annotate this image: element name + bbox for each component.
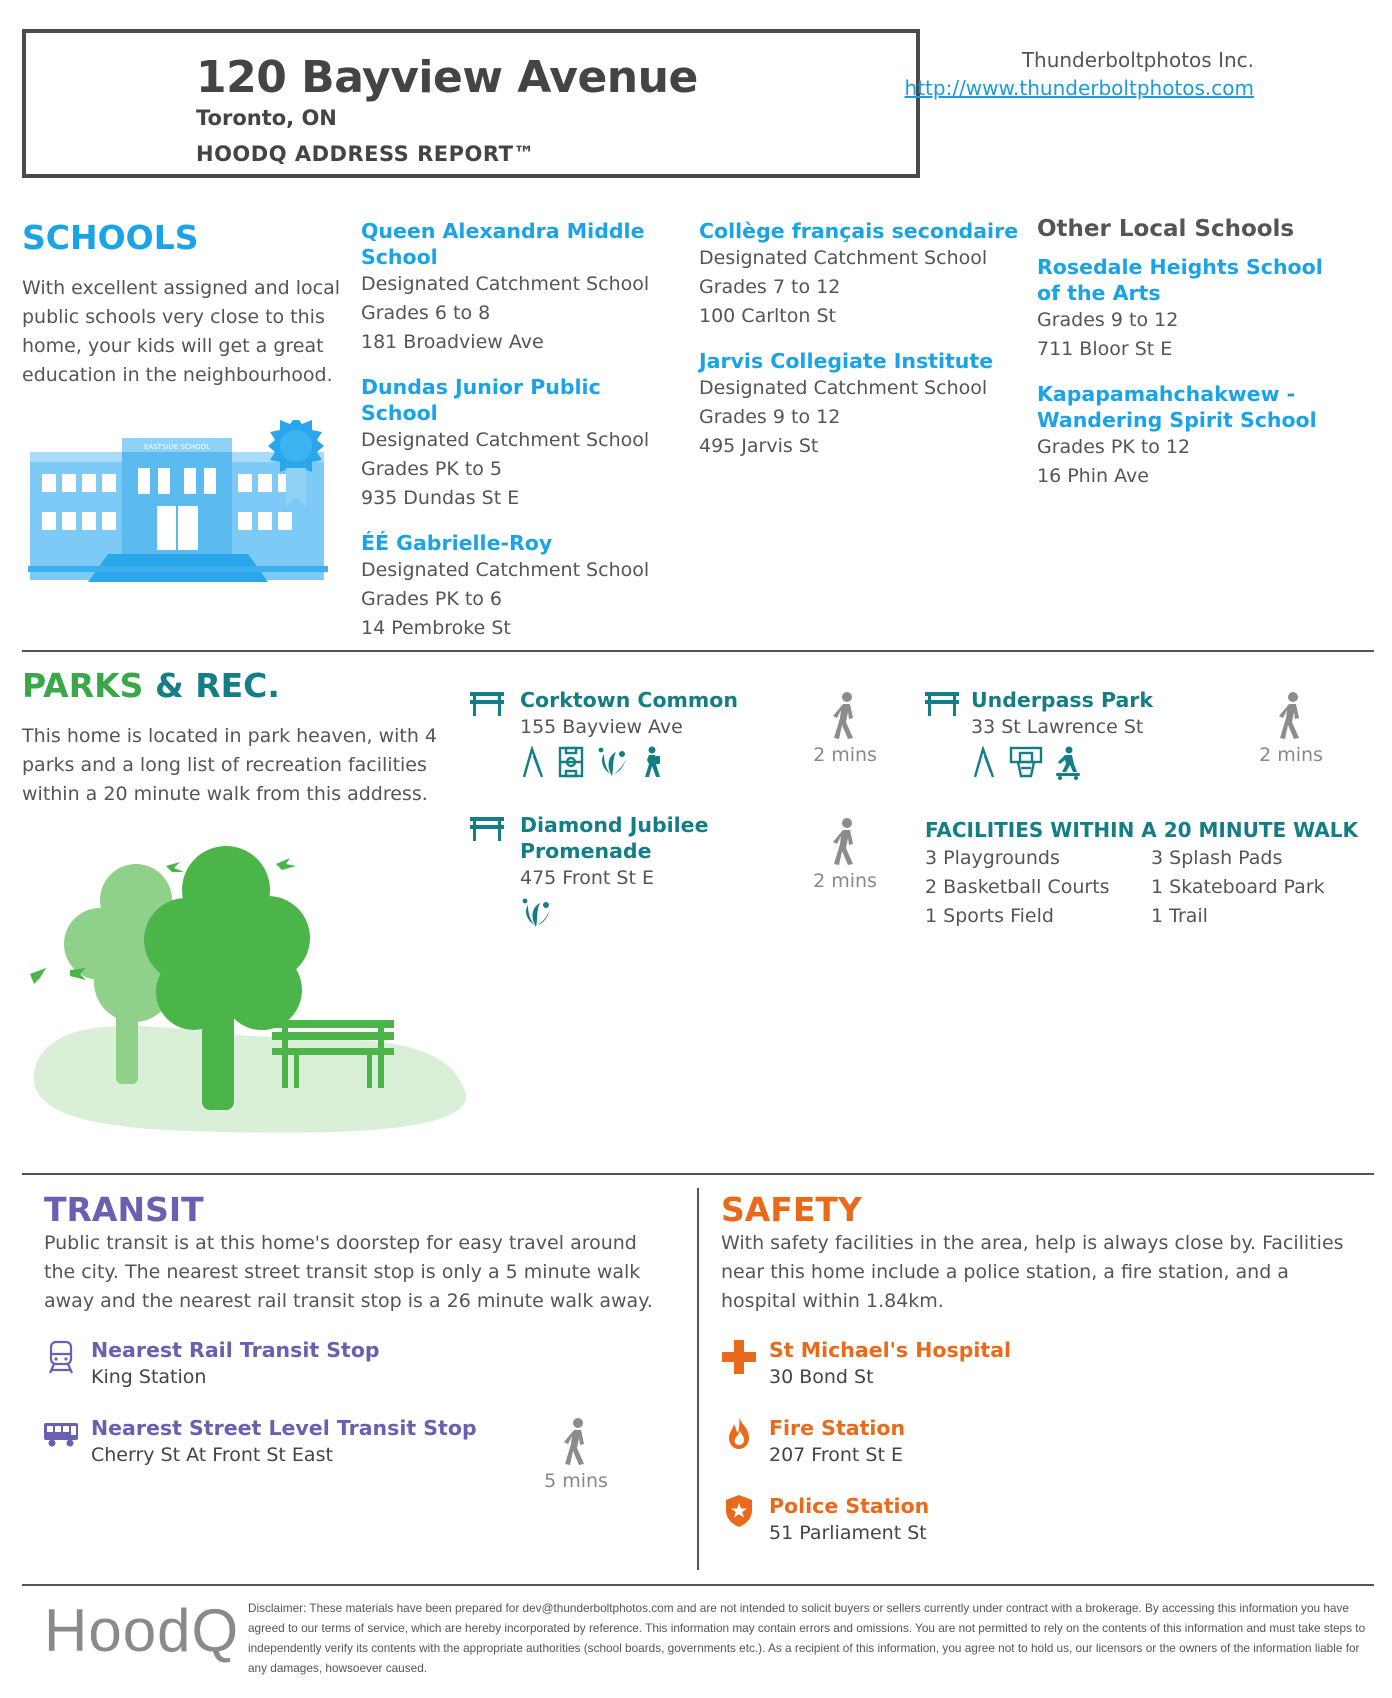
park-name[interactable]: Corktown Common — [520, 688, 738, 712]
sports-field-icon — [558, 746, 584, 778]
school-entry — [699, 348, 1019, 461]
rail-stop-label: Nearest Rail Transit Stop — [91, 1338, 380, 1362]
park-entry-diamond-jubilee — [520, 812, 740, 929]
school-address: 935 Dundas St E — [361, 487, 520, 509]
walk-time-label: 2 mins — [1259, 744, 1323, 766]
parks-intro: This home is located in park heaven, with 4 parks and a long list of recreation facilities within a 20 minute walk from this address. — [22, 725, 438, 805]
school-name[interactable]: ÉÉ Gabrielle-Roy — [361, 531, 553, 555]
school-grades: Grades PK to 12 — [1037, 436, 1191, 458]
park-bench-icon — [470, 692, 500, 720]
walk-time-label: 2 mins — [813, 870, 877, 892]
trail-icon — [640, 746, 662, 778]
street-stop-value[interactable]: Cherry St At Front St East — [91, 1444, 333, 1466]
school-address: 100 Carlton St — [699, 305, 836, 327]
park-bench-icon — [925, 692, 955, 720]
rail-stop-value[interactable]: King Station — [91, 1366, 207, 1388]
flame-icon — [727, 1416, 751, 1450]
safety-name[interactable]: St Michael's Hospital — [769, 1338, 1012, 1362]
school-address: 16 Phin Ave — [1037, 465, 1149, 487]
walking-person-icon — [562, 1418, 590, 1466]
column-divider — [697, 1188, 699, 1570]
rail-stop-entry — [91, 1337, 591, 1392]
school-entry — [361, 374, 681, 513]
school-name[interactable]: Kapapamahchakwew - Wandering Spirit School — [1037, 382, 1317, 432]
walking-person-icon — [1277, 692, 1305, 740]
report-label: HOODQ ADDRESS REPORT™ — [196, 142, 535, 166]
walking-person-icon — [831, 818, 859, 866]
police-badge-icon — [724, 1494, 754, 1528]
hospital-cross-icon — [722, 1340, 756, 1374]
walk-time-street-stop — [531, 1418, 621, 1492]
disclaimer-text: Disclaimer: These materials have been prepared for dev@thunderboltphotos.com and are not intended to solicit buyers or sellers currently under contract with a brokerage. By accessing this information you have agreed to our terms of service, which are hereby incorporated by reference. This information may contain errors and omissions. You are not permitted to rely on the contents of this information and must take steps to independently verify its contents with the appropriate authorities (school boards, governments etc.). As a recipient of this information, you agree not to hold us, our licensors or the owners of the information liable for any damages, howsoever caused. — [248, 1601, 1366, 1675]
splash-pad-icon — [596, 746, 628, 778]
facility-item: 3 Playgrounds — [925, 847, 1060, 869]
facility-item: 2 Basketball Courts — [925, 876, 1110, 898]
safety-address: 207 Front St E — [769, 1444, 903, 1466]
address-title: 120 Bayview Avenue — [196, 52, 698, 103]
park-name[interactable]: Underpass Park — [971, 688, 1154, 712]
school-address: 14 Pembroke St — [361, 617, 511, 639]
playground-icon — [971, 746, 997, 778]
company-name: Thunderboltphotos Inc. — [1021, 48, 1254, 72]
park-facility-icons — [520, 746, 820, 778]
safety-address: 51 Parliament St — [769, 1522, 927, 1544]
school-type: Designated Catchment School — [699, 377, 988, 399]
schools-column-2 — [699, 218, 1019, 461]
train-icon — [48, 1340, 74, 1374]
transit-intro: Public transit is at this home's doorstep for easy travel around the city. The nearest street transit stop is only a 5 minute walk away and the nearest rail transit stop is a 26 minute walk away. — [44, 1232, 653, 1312]
school-type: Designated Catchment School — [699, 247, 988, 269]
walk-time-label: 2 mins — [813, 744, 877, 766]
facility-item: 1 Sports Field — [925, 905, 1054, 927]
school-type: Designated Catchment School — [361, 559, 650, 581]
section-divider — [22, 650, 1374, 652]
schools-intro: With excellent assigned and local public schools very close to this home, your kids will get a great education in the neighbourhood. — [22, 277, 341, 386]
school-address: 181 Broadview Ave — [361, 331, 544, 353]
school-address: 711 Bloor St E — [1037, 338, 1173, 360]
company-link[interactable]: http://www.thunderboltphotos.com — [904, 76, 1254, 100]
school-type: Designated Catchment School — [361, 429, 650, 451]
school-address: 495 Jarvis St — [699, 435, 819, 457]
school-type: Designated Catchment School — [361, 273, 650, 295]
parks-title-b: & REC. — [154, 666, 280, 705]
other-schools-title: Other Local Schools — [1037, 216, 1295, 242]
school-name[interactable]: Jarvis Collegiate Institute — [699, 349, 994, 373]
school-name[interactable]: Collège français secondaire — [699, 219, 1019, 243]
safety-name[interactable]: Police Station — [769, 1494, 930, 1518]
park-illustration — [26, 834, 470, 1136]
safety-title: SAFETY — [721, 1190, 862, 1229]
safety-address: 30 Bond St — [769, 1366, 874, 1388]
facilities-block — [925, 818, 1375, 931]
facilities-title: FACILITIES WITHIN A 20 MINUTE WALK — [925, 818, 1358, 842]
school-name[interactable]: Dundas Junior Public School — [361, 375, 601, 425]
safety-entry-hospital — [769, 1337, 1269, 1392]
schools-column-1 — [361, 218, 681, 643]
bus-icon — [44, 1421, 80, 1447]
school-grades: Grades PK to 5 — [361, 458, 503, 480]
walking-person-icon — [831, 692, 859, 740]
city-label: Toronto, ON — [196, 106, 337, 130]
basketball-icon — [1009, 746, 1043, 778]
street-stop-entry — [91, 1415, 571, 1470]
school-grades: Grades 7 to 12 — [699, 276, 841, 298]
park-name[interactable]: Diamond Jubilee Promenade — [520, 813, 709, 863]
parks-title-a: PARKS — [22, 666, 144, 705]
walk-time-diamond-jubilee — [800, 818, 890, 892]
school-name[interactable]: Rosedale Heights School of the Arts — [1037, 255, 1323, 305]
school-entry — [699, 218, 1019, 331]
park-address: 33 St Lawrence St — [971, 716, 1144, 738]
school-building-illustration — [28, 420, 328, 582]
school-grades: Grades PK to 6 — [361, 588, 503, 610]
park-facility-icons — [520, 897, 740, 929]
park-entry-underpass — [971, 687, 1251, 780]
school-entry — [1037, 381, 1337, 491]
footer-divider — [22, 1584, 1374, 1586]
safety-entry-fire — [769, 1415, 1269, 1470]
park-entry-corktown — [520, 687, 820, 778]
facility-item: 1 Skateboard Park — [1151, 876, 1325, 898]
hoodq-logo: HoodQ — [44, 1597, 240, 1664]
street-stop-label: Nearest Street Level Transit Stop — [91, 1416, 477, 1440]
other-schools-column — [1037, 216, 1337, 491]
schools-title: SCHOOLS — [22, 218, 199, 257]
school-sign: EASTSIDE SCHOOL — [144, 443, 210, 451]
safety-entry-police — [769, 1493, 1269, 1548]
school-grades: Grades 9 to 12 — [1037, 309, 1179, 331]
facilities-list — [925, 844, 1375, 931]
playground-icon — [520, 746, 546, 778]
park-address: 475 Front St E — [520, 867, 654, 889]
school-entry — [361, 218, 681, 357]
walk-time-underpass — [1246, 692, 1336, 766]
walk-time-corktown — [800, 692, 890, 766]
safety-intro: With safety facilities in the area, help is always close by. Facilities near this home include a police station, a fire station, and a hospital within 1.84km. — [721, 1232, 1344, 1312]
transit-title: TRANSIT — [44, 1190, 204, 1229]
skateboard-icon — [1055, 746, 1081, 780]
facility-item: 3 Splash Pads — [1151, 847, 1283, 869]
section-divider — [22, 1173, 1374, 1175]
school-grades: Grades 9 to 12 — [699, 406, 841, 428]
park-address: 155 Bayview Ave — [520, 716, 683, 738]
park-bench-icon — [470, 817, 500, 845]
walk-time-label: 5 mins — [544, 1470, 608, 1492]
school-entry — [1037, 254, 1337, 364]
splash-pad-icon — [520, 897, 552, 929]
school-name[interactable]: Queen Alexandra Middle School — [361, 219, 645, 269]
safety-name[interactable]: Fire Station — [769, 1416, 906, 1440]
park-facility-icons — [971, 746, 1251, 780]
parks-title — [22, 666, 280, 705]
school-grades: Grades 6 to 8 — [361, 302, 491, 324]
facility-item: 1 Trail — [1151, 905, 1208, 927]
school-entry — [361, 530, 681, 643]
